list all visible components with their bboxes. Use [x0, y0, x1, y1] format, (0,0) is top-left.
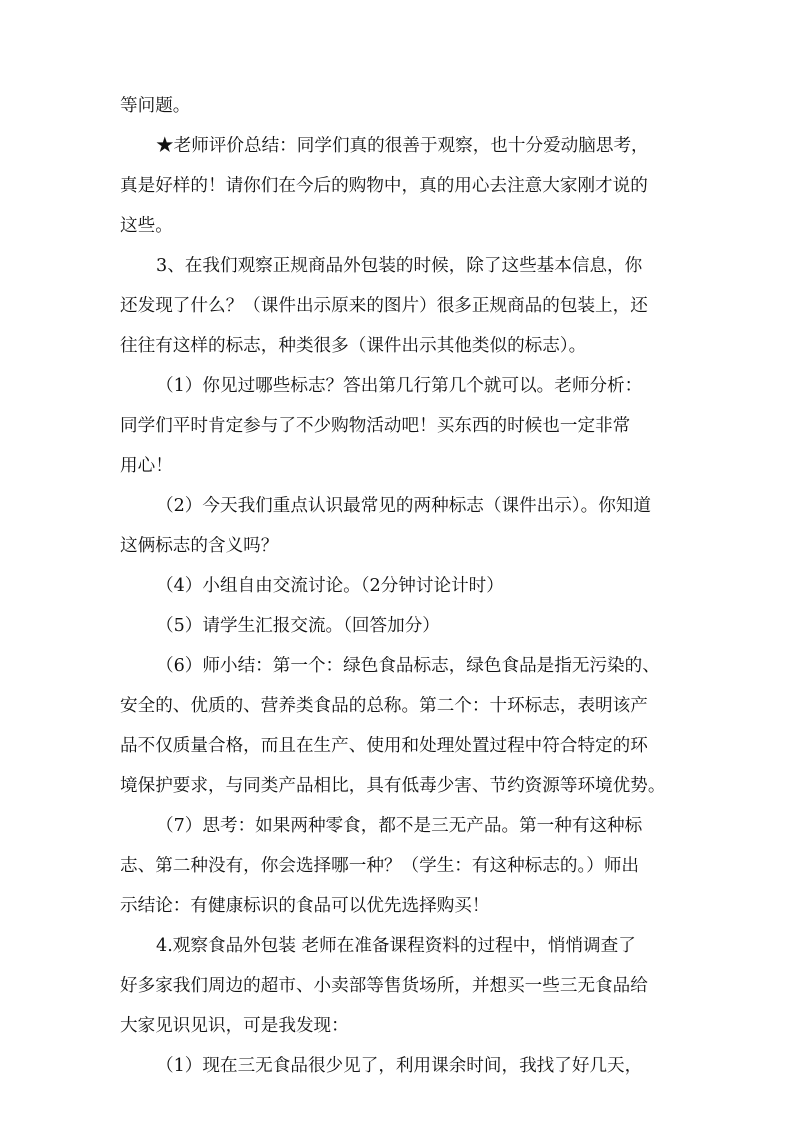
- text-line-25: （1）现在三无食品很少见了，利用课余时间，我找了好几天，: [156, 1056, 643, 1076]
- text-line-10: 用心！: [120, 456, 173, 476]
- text-line-19: （7）思考：如果两种零食，都不是三无产品。第一种有这种标: [156, 816, 643, 836]
- text-line-14: （5）请学生汇报交流。（回答加分）: [156, 616, 440, 636]
- text-line-22: 4.观察食品外包装 老师在准备课程资料的过程中，悄悄调查了: [156, 936, 636, 956]
- text-line-18: 境保护要求，与同类产品相比，具有低毒少害、节约资源等环境优势。: [120, 776, 666, 796]
- text-line-21: 示结论：有健康标识的食品可以优先选择购买！: [120, 896, 490, 916]
- text-line-6: 还发现了什么？（课件出示原来的图片）很多正规商品的包装上，还: [120, 296, 648, 316]
- text-line-9: 同学们平时肯定参与了不少购物活动吧！买东西的时候也一定非常: [120, 416, 631, 436]
- text-line-17: 品不仅质量合格，而且在生产、使用和处理处置过程中符合特定的环: [120, 736, 648, 756]
- text-line-8: （1）你见过哪些标志？答出第几行第几个就可以。老师分析：: [156, 376, 643, 396]
- text-line-3: 真是好样的！请你们在今后的购物中，真的用心去注意大家刚才说的: [120, 176, 648, 196]
- text-line-7: 往往有这样的标志，种类很多（课件出示其他类似的标志）。: [120, 336, 587, 356]
- text-line-12: 这俩标志的含义吗？: [120, 536, 279, 556]
- text-line-11: （2）今天我们重点认识最常见的两种标志（课件出示）。你知道: [156, 496, 652, 516]
- text-line-13: （4）小组自由交流讨论。（2分钟讨论计时）: [156, 576, 504, 596]
- text-line-1: 等问题。: [120, 96, 191, 116]
- text-line-2: ★老师评价总结：同学们真的很善于观察，也十分爱动脑思考，: [156, 136, 649, 156]
- text-line-24: 大家见识见识，可是我发现：: [120, 1016, 349, 1036]
- text-line-23: 好多家我们周边的超市、小卖部等售货场所，并想买一些三无食品给: [120, 976, 648, 996]
- text-line-5: 3、在我们观察正规商品外包装的时候，除了这些基本信息，你: [156, 256, 643, 276]
- text-line-16: 安全的、优质的、营养类食品的总称。第二个：十环标志，表明该产: [120, 696, 648, 716]
- text-line-20: 志、第二种没有，你会选择哪一种？（学生：有这种标志的。）师出: [120, 856, 640, 876]
- text-line-15: （6）师小结：第一个：绿色食品标志，绿色食品是指无污染的、: [156, 656, 660, 676]
- text-line-4: 这些。: [120, 216, 173, 236]
